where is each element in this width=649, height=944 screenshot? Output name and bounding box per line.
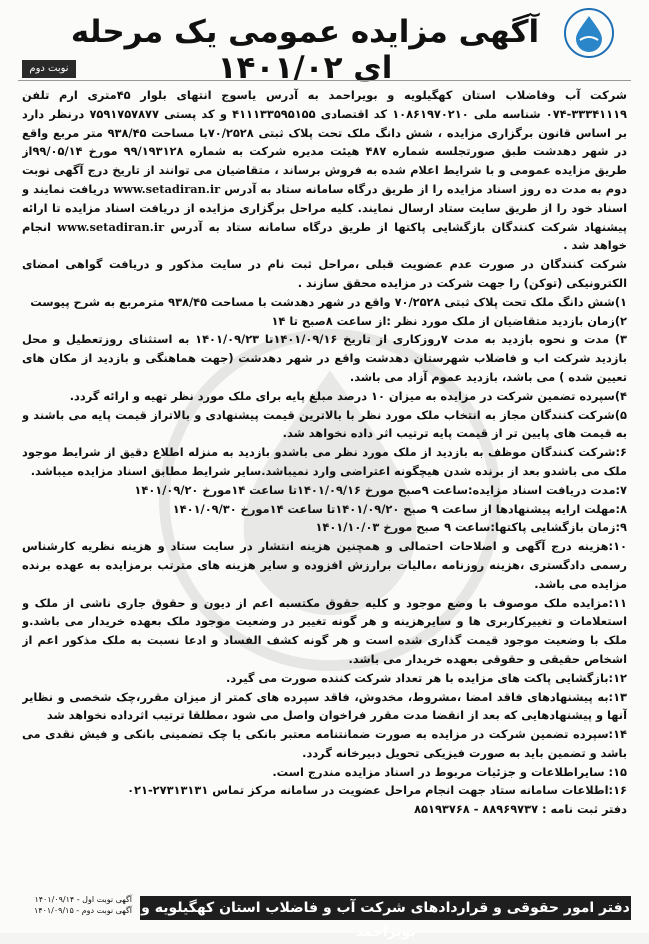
stage-badge: نوبت دوم	[22, 60, 76, 78]
issuer-footer: دفتر امور حقوقی و قراردادهای شرکت آب و فاضلاب استان کهگیلویه و بویراحمد	[140, 896, 631, 920]
first-publication-date: آگهی نوبت اول - ۱۴۰۱/۰۹/۱۴	[34, 895, 132, 904]
list-item: ۱۲:بازگشایی پاکت های مزایده با هر تعداد شرکت کننده صورت می گیرد.	[226, 670, 627, 685]
list-item: ۲)زمان بازدید متقاضیان از ملک مورد نظر :از ساعت ۸صبح تا ۱۴	[271, 313, 627, 328]
setad-url-link[interactable]: www.setadiran.ir	[113, 181, 221, 196]
registration-note: شرکت کنندگان در صورت عدم عضویت قبلی ،مراحل ثبت نام در سایت مذکور و دریافت گواهی امضای الکترونیکی (توکن) را جهت شرکت در مزایده محقق سازند .	[22, 257, 627, 290]
list-item: ۱۱:مزایده ملک موصوف با وضع موجود و کلیه حقوق مکتسبه اعم از دیون و حقوق جاری ناشی از ملک و استعلامات و تغییرکاربری ها و سایرهزینه و هر گونه تغییر در وضعیت موجود ملک بعهده خریدار می باشد.و ملک با وضعیت موجود قیمت گذاری شده است و هر گونه کشف الفساد و ادعا نسبت به ملک مذکور اعم از اشخاص حقیقی و حقوقی بعهده خریدار می باشد.	[22, 595, 627, 666]
list-item: ۴)سپرده تضمین شرکت در مزایده به میزان ۱۰ درصد مبلغ پایه برای ملک مورد نظر تهیه و ارائه گردد.	[69, 388, 627, 403]
list-item: ۱۰:هزینه درج آگهی و اصلاحات احتمالی و همچنین هزینه انتشار در سایت ستاد و هزینه نظریه کارشناس رسمی دادگستری ،هزینه روزنامه ،مالیات برارزش افزوده و سایر هزینه های مترتب برمزایده به عهده برنده مزایده می باشد.	[22, 539, 627, 591]
water-company-logo-icon	[562, 6, 616, 60]
list-item: ۱۳:به پیشنهادهای فاقد امضا ،مشروط، مخدوش، فاقد سپرده های کمتر از میزان مقرر،چک شخصی و نظایر آنها و پیشنهادهایی که بعد از انقضا مدت مقرر فراخوان واصل می شود ،مطلقا ترتیب اثرداده نخواهد شد	[22, 689, 627, 723]
setad-url-link-2[interactable]: www.setadiran.ir	[57, 219, 165, 234]
second-publication-date: آگهی نوبت دوم - ۱۴۰۱/۰۹/۱۵	[33, 906, 132, 915]
list-item: ۹:زمان بازگشایی پاکتها:ساعت ۹ صبح مورخ ۱۴۰۱/۱۰/۰۳	[315, 520, 627, 535]
list-item: ۷:مدت دریافت اسناد مزایده:ساعت ۹صبح مورخ ۱۴۰۱/۰۹/۱۶تا ساعت ۱۴مورخ ۱۴۰۱/۰۹/۲۰	[134, 482, 627, 497]
notice-body	[22, 86, 627, 891]
list-item: ۸:مهلت ارایه پیشنهادها از ساعت ۹ صبح ۱۴۰۱/۰۹/۲۰تا ساعت ۱۴مورخ ۱۴۰۱/۰۹/۳۰	[172, 501, 627, 516]
list-item: ۶:شرکت کنندگان موظف به بازدید از ملک مورد نظر می باشدو بازدید به منزله اطلاع دقیق از شرایط موجود ملک می باشدو بعد از برنده شدن هیچگونه اعتراضی وارد نمیباشد.سایر شرایط مطابق اسناد مزایده میباشد.	[22, 445, 627, 478]
list-item: ۱۶:اطلاعات سامانه ستاد جهت انجام مراحل عضویت در سامانه مرکز تماس ۲۷۳۱۳۱۳۱-۰۲۱	[127, 783, 627, 798]
list-item: ۱۵: سایراطلاعات و جزئیات مربوط در اسناد مزایده مندرج است.	[272, 764, 627, 779]
list-item: ۵)شرکت کنندگان مجاز به انتخاب ملک مورد نظر با بالاترین قیمت پیشنهادی و بالاتراز قیمت پایه می باشند و به قیمت های پایین تر از قیمت پایه ترتیب اثر داده نخواهد شد.	[22, 407, 627, 441]
list-item: ۱)شش دانگ ملک تحت پلاک ثبتی ۷۰/۲۵۲۸ واقع در شهر دهدشت با مساحت ۹۳۸/۴۵ مترمربع به شرح پیوست	[30, 294, 627, 309]
title-divider	[18, 80, 631, 81]
list-item: ۱۴:سپرده تضمین شرکت در مزایده به صورت ضمانتنامه معتبر بانکی یا چک تضمینی بانکی و فیش نقدی می باشد و تضمین باید به صورت فیزیکی تحویل دبیرخانه گردد.	[22, 727, 627, 760]
intro-text-2: دریافت نمایند و اسناد خود را از طریق سایت ستاد ارسال نمایند. کلیه مراحل برگزاری مزایده از دریافت اسناد مزایده تا ارائه پیشنهاد شرکت کنندگان بازگشایی پاکتها از طریق درگاه سامانه ستاد به آدرس	[22, 181, 627, 234]
registration-office-phones: دفتر ثبت نامه : ۸۸۹۶۹۷۳۷ - ۸۵۱۹۳۷۶۸	[414, 802, 627, 817]
intro-paragraph	[22, 86, 627, 255]
intro-text-3: انجام خواهد شد .	[22, 219, 627, 253]
list-item: ۳) مدت و نحوه بازدید به مدت ۷روزکاری از تاریخ ۱۴۰۱/۰۹/۱۶تا ۱۴۰۱/۰۹/۲۳ به استثنای روزتعطیل و محل بازدید شرکت اب و فاضلاب شهرستان دهدشت واقع در شهر دهدشت (جهت هماهنگی و بازدید از مکان های تعیین شده ) می باشد، بازدید عموم آزاد می باشد.	[22, 332, 627, 384]
publication-dates	[22, 894, 132, 916]
intro-text: شرکت آب وفاضلاب استان کهگیلویه و بویراحمد به آدرس یاسوج انتهای بلوار ۴۵متری ارم تلفن ۳۳۳۴۱۱۱۹-۰۷۴ شناسه ملی ۱۰۸۶۱۹۷۰۲۱۰ کد اقتصادی ۴۱۱۱۳۳۵۹۵۱۵۵ و کد پستی ۷۵۹۱۷۵۷۸۷۷ درنظر دارد بر اساس قانون برگزاری مزایده ، شش دانگ ملک تحت پلاک ثبتی ۷۰/۲۵۲۸با مساحت ۹۳۸/۴۵ متر مربع واقع در شهر دهدشت طبق صورتجلسه شماره ۴۸۷ هیئت مدیره شرکت به شماره ۹۹/۱۹۳۱۲۸ مورخ ۹۹/۰۵/۱۴از طریق مزایده عمومی و با شرایط اعلام شده به فروش برساند ، متقاضیان می توانند از تاریخ درج آگهی نوبت دوم به مدت ده روز اسناد مزایده را از طریق درگاه سامانه ستاد به آدرس	[22, 88, 627, 196]
notice-title: آگهی مزایده عمومی یک مرحله ای ۱۴۰۱/۰۲	[70, 14, 540, 86]
